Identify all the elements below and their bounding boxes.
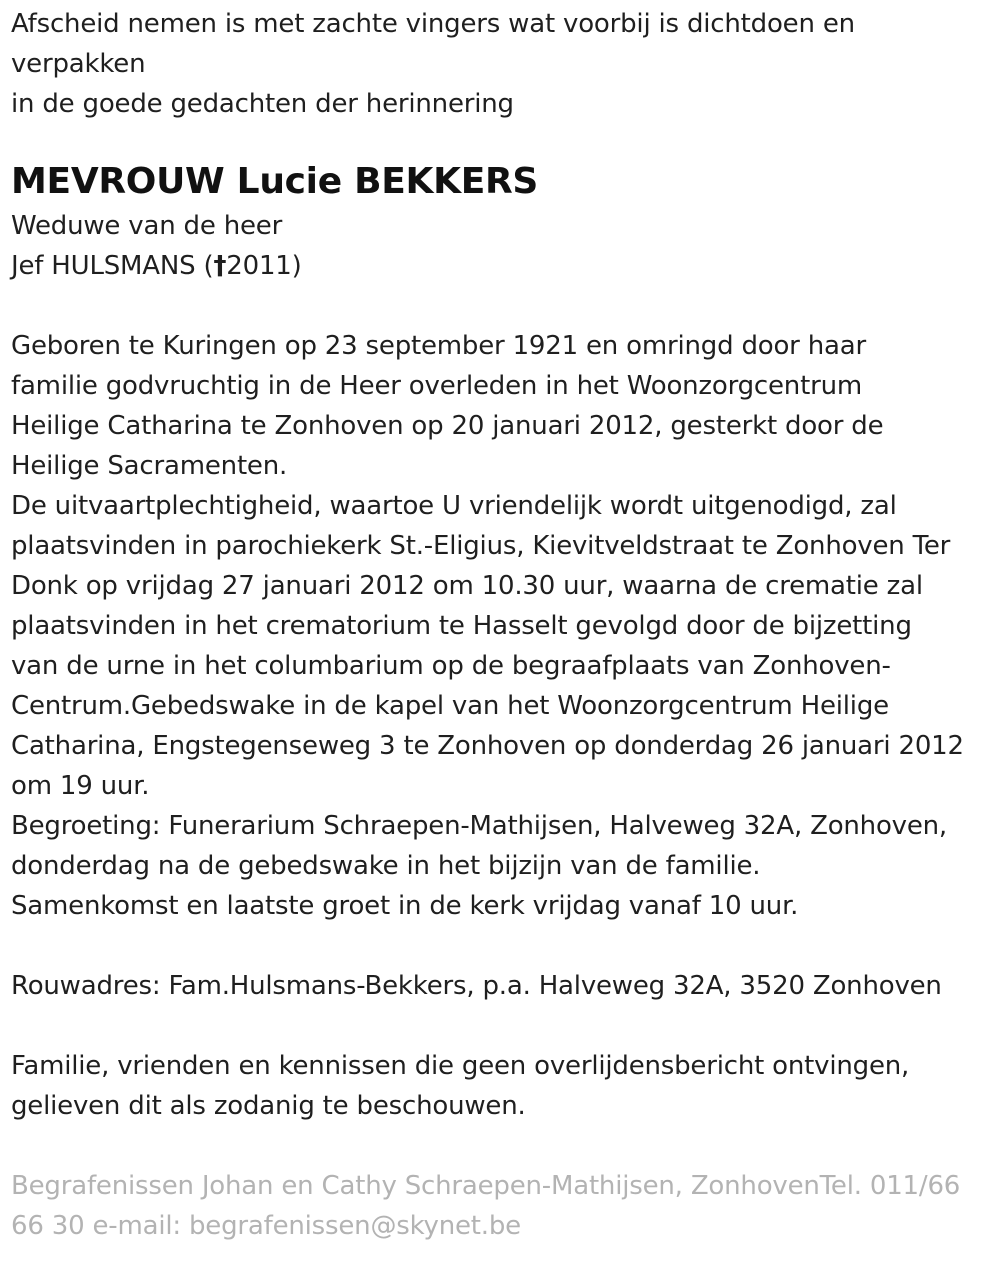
spacer bbox=[11, 1006, 991, 1046]
announcement-body bbox=[11, 326, 991, 926]
widow-of-label: Weduwe van de heer bbox=[11, 211, 283, 241]
spouse-close-paren: ) bbox=[291, 251, 302, 281]
funeral-home-footer bbox=[11, 1166, 991, 1246]
spouse-death-year: 2011 bbox=[226, 251, 292, 281]
footer-line-1: Begrafenissen Johan en Cathy Schraepen-Mathijsen, ZonhovenTel. 011/66 bbox=[11, 1171, 961, 1201]
poem bbox=[11, 4, 991, 124]
body-line: De uitvaartplechtigheid, waartoe U vriendelijk wordt uitgenodigd, zal bbox=[11, 491, 897, 521]
poem-line-2: verpakken bbox=[11, 49, 146, 79]
spacer bbox=[11, 926, 991, 966]
body-line: Heilige Catharina te Zonhoven op 20 januari 2012, gesterkt door de bbox=[11, 411, 884, 441]
body-line: om 19 uur. bbox=[11, 771, 150, 801]
poem-line-1: Afscheid nemen is met zachte vingers wat voorbij is dichtdoen en bbox=[11, 9, 855, 39]
body-line: Samenkomst en laatste groet in de kerk vrijdag vanaf 10 uur. bbox=[11, 891, 799, 921]
obituary-notice bbox=[11, 4, 991, 1246]
body-line: Geboren te Kuringen op 23 september 1921 en omringd door haar bbox=[11, 331, 866, 361]
body-line: Centrum.Gebedswake in de kapel van het Woonzorgcentrum Heilige bbox=[11, 691, 889, 721]
body-line: familie godvruchtig in de Heer overleden in het Woonzorgcentrum bbox=[11, 371, 862, 401]
deceased-name: MEVROUW Lucie BEKKERS bbox=[11, 161, 539, 202]
mourning-address: Rouwadres: Fam.Hulsmans-Bekkers, p.a. Halveweg 32A, 3520 Zonhoven bbox=[11, 971, 942, 1001]
footer-line-2: 66 30 e-mail: begrafenissen@skynet.be bbox=[11, 1211, 521, 1241]
body-line: plaatsvinden in het crematorium te Hasselt gevolgd door de bijzetting bbox=[11, 611, 912, 641]
spouse-name: Jef HULSMANS bbox=[11, 251, 196, 281]
body-line: Heilige Sacramenten. bbox=[11, 451, 288, 481]
poem-line-3: in de goede gedachten der herinnering bbox=[11, 89, 514, 119]
notice-line-2: gelieven dit als zodanig te beschouwen. bbox=[11, 1091, 526, 1121]
body-line: plaatsvinden in parochiekerk St.-Eligius, Kievitveldstraat te Zonhoven Ter bbox=[11, 531, 951, 561]
body-line: donderdag na de gebedswake in het bijzijn van de familie. bbox=[11, 851, 761, 881]
spacer bbox=[11, 286, 991, 326]
spacer bbox=[11, 1126, 991, 1166]
body-line: Begroeting: Funerarium Schraepen-Mathijsen, Halveweg 32A, Zonhoven, bbox=[11, 811, 947, 841]
body-line: Catharina, Engstegenseweg 3 te Zonhoven op donderdag 26 januari 2012 bbox=[11, 731, 964, 761]
notice-line-1: Familie, vrienden en kennissen die geen overlijdensbericht ontvingen, bbox=[11, 1051, 910, 1081]
spouse-open-paren: ( bbox=[203, 251, 214, 281]
family-notice bbox=[11, 1046, 991, 1126]
cross-icon: † bbox=[213, 251, 227, 281]
deceased-header bbox=[11, 160, 991, 286]
spouse-line bbox=[11, 246, 991, 286]
body-line: Donk op vrijdag 27 januari 2012 om 10.30 uur, waarna de crematie zal bbox=[11, 571, 923, 601]
body-line: van de urne in het columbarium op de begraafplaats van Zonhoven- bbox=[11, 651, 891, 681]
